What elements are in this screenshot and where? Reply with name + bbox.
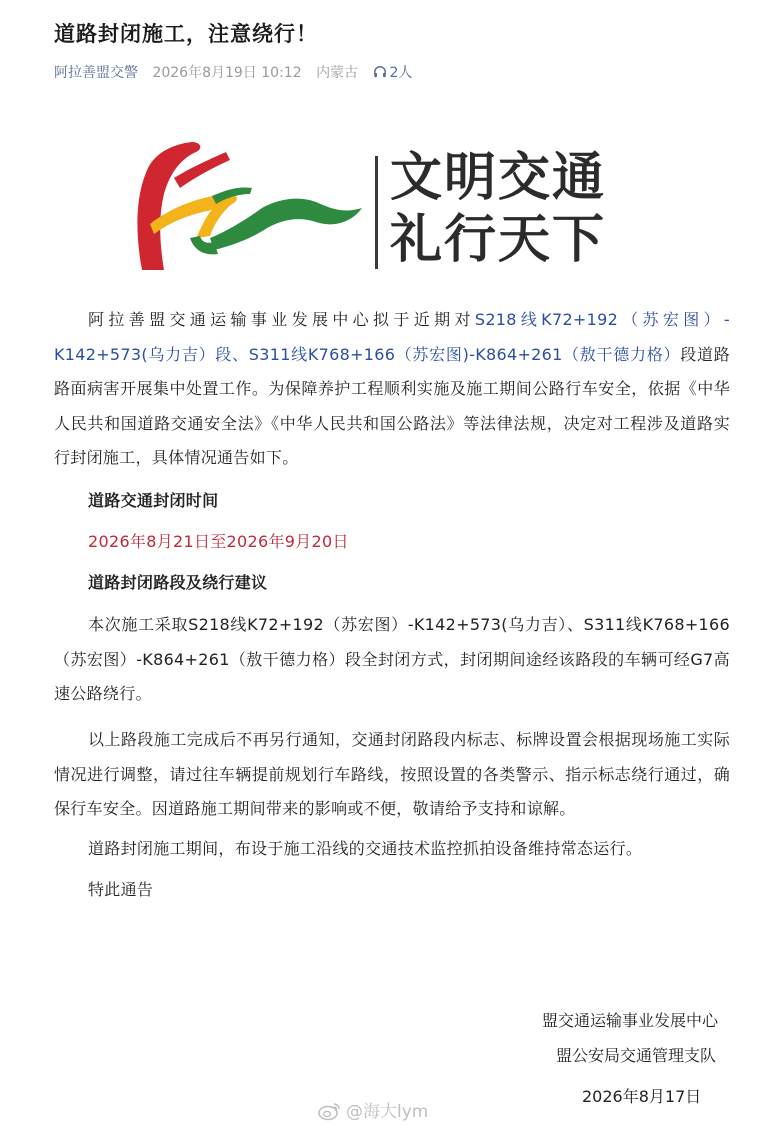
author-link[interactable]: 阿拉善盟交警 [54,65,138,81]
weibo-icon [318,1101,342,1121]
intro-paragraph [54,303,730,476]
signature-org-1: 盟交通运输事业发展中心 [542,1011,719,1030]
intro-text-cont: 段道路路面病害开展集中处置工作。为保障养护工程顺利实施及施工期间公路行车安全，依据《中华人民共和国道路交通安全法》《中华人民共和国公路法》等法律法规，决定对工程涉及道路实行封闭施工，具体情况通告如下。 [54,344,730,467]
monitoring-paragraph: 道路封闭施工期间，布设于施工沿线的交通技术监控抓拍设备维持常态运行。 [88,839,643,858]
logo-divider [375,156,378,269]
headphones-icon [373,65,387,79]
signature-org-2: 盟公安局交通管理支队 [556,1046,717,1065]
logo-green-stroke [210,199,362,250]
publish-date: 2026年8月19日 10:12 [152,65,302,81]
slogan-line-2: 礼行天下 [390,210,607,270]
article-title: 道路封闭施工，注意绕行！ [54,22,318,46]
watermark [318,1097,428,1122]
closure-period: 2026年8月21日至2026年9月20日 [88,532,349,551]
slogan-line-1: 文明交通 [390,148,607,208]
logo-yellow-stroke [150,194,237,238]
listen-count[interactable] [373,65,423,81]
route-highlight: S218线K72+192（苏宏图）-K142+573(乌力吉）段、S311线K768+166（苏宏图)-K864+261（敖干德力格） [54,310,731,364]
section-heading-time: 道路交通封闭时间 [88,491,219,510]
article-meta [54,62,432,82]
intro-text: 阿拉善盟交通运输事业发展中心拟于近期对 [88,310,475,329]
region-label: 内蒙古 [316,65,359,81]
closing-line: 特此通告 [88,880,154,899]
route-paragraph: 本次施工采取S218线K72+192（苏宏图）-K142+573(乌力吉）、S311线K768+166（苏宏图）-K864+261（敖干德力格）段全封闭方式，封闭期间途经该路段的车辆可经G7高速公路绕行。 [54,615,730,703]
signature-date: 2026年8月17日 [582,1087,702,1106]
listen-count-label: 2人 [389,65,413,81]
section-heading-route: 道路封闭路段及绕行建议 [88,573,268,592]
notice-paragraph: 以上路段施工完成后不再另行通知，交通封闭路段内标志、标牌设置会根据现场施工实际情况进行调整，请过往车辆提前规划行车路线，按照设置的各类警示、指示标志绕行通过，确保行车安全。因道路施工期间带来的影响或不便，敬请给予支持和谅解。 [54,730,730,818]
watermark-text: @海大lym [346,1102,429,1122]
